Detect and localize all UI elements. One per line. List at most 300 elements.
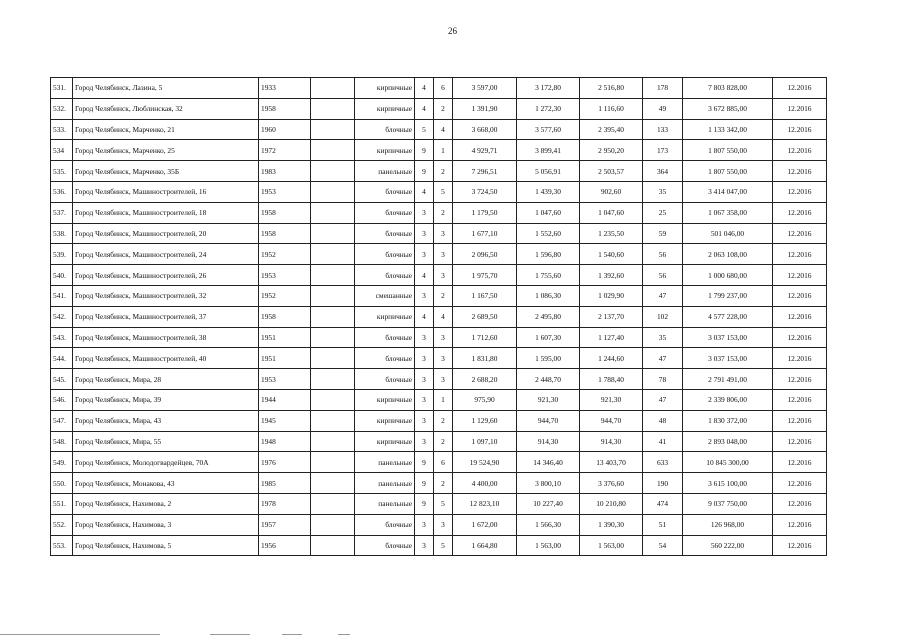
- table-row: [51, 140, 827, 161]
- blank-cell: [311, 410, 355, 431]
- wall-material: кирпичные: [355, 410, 415, 431]
- row-number: 552.: [51, 514, 73, 535]
- wall-material: панельные: [355, 161, 415, 182]
- floors: 3: [415, 514, 434, 535]
- deadline: 12.2016: [773, 535, 827, 556]
- living-area: 1 272,30: [517, 98, 580, 119]
- wall-material: блочные: [355, 514, 415, 535]
- floors: 9: [415, 161, 434, 182]
- wall-material: блочные: [355, 535, 415, 556]
- residents: 35: [643, 181, 683, 202]
- wall-material: кирпичные: [355, 306, 415, 327]
- year-built: 1951: [259, 348, 311, 369]
- wall-material: смешанные: [355, 285, 415, 306]
- residential-area: 1 244,60: [580, 348, 643, 369]
- year-built: 1953: [259, 369, 311, 390]
- residents: 35: [643, 327, 683, 348]
- wall-material: кирпичные: [355, 431, 415, 452]
- residential-area: 1 540,60: [580, 244, 643, 265]
- year-built: 1958: [259, 223, 311, 244]
- footer-rule: [210, 634, 250, 635]
- address: Город Челябинск, Машиностроителей, 18: [73, 202, 259, 223]
- deadline: 12.2016: [773, 452, 827, 473]
- deadline: 12.2016: [773, 161, 827, 182]
- blank-cell: [311, 452, 355, 473]
- year-built: 1960: [259, 119, 311, 140]
- cost: 1 000 680,00: [683, 265, 773, 286]
- address: Город Челябинск, Нахимова, 5: [73, 535, 259, 556]
- entrances: 5: [434, 493, 453, 514]
- residential-area: 1 116,60: [580, 98, 643, 119]
- year-built: 1933: [259, 78, 311, 99]
- residential-area: 3 376,60: [580, 473, 643, 494]
- floors: 9: [415, 493, 434, 514]
- row-number: 544.: [51, 348, 73, 369]
- housing-registry-table: [50, 77, 827, 556]
- deadline: 12.2016: [773, 473, 827, 494]
- row-number: 551.: [51, 493, 73, 514]
- address: Город Челябинск, Машиностроителей, 38: [73, 327, 259, 348]
- row-number: 549.: [51, 452, 73, 473]
- floors: 3: [415, 223, 434, 244]
- table-row: [51, 98, 827, 119]
- blank-cell: [311, 119, 355, 140]
- living-area: 1 552,60: [517, 223, 580, 244]
- total-area: 2 688,20: [453, 369, 517, 390]
- year-built: 1978: [259, 493, 311, 514]
- deadline: 12.2016: [773, 78, 827, 99]
- year-built: 1951: [259, 327, 311, 348]
- residential-area: 1 390,30: [580, 514, 643, 535]
- total-area: 3 597,00: [453, 78, 517, 99]
- total-area: 19 524,90: [453, 452, 517, 473]
- blank-cell: [311, 348, 355, 369]
- table-row: [51, 410, 827, 431]
- residential-area: 2 950,20: [580, 140, 643, 161]
- footer-rule: [0, 634, 160, 635]
- wall-material: блочные: [355, 369, 415, 390]
- floors: 3: [415, 285, 434, 306]
- residents: 474: [643, 493, 683, 514]
- address: Город Челябинск, Машиностроителей, 24: [73, 244, 259, 265]
- total-area: 1 129,60: [453, 410, 517, 431]
- cost: 501 046,00: [683, 223, 773, 244]
- blank-cell: [311, 244, 355, 265]
- blank-cell: [311, 202, 355, 223]
- row-number: 538.: [51, 223, 73, 244]
- residents: 56: [643, 244, 683, 265]
- residential-area: 2 516,80: [580, 78, 643, 99]
- entrances: 3: [434, 244, 453, 265]
- residential-area: 944,70: [580, 410, 643, 431]
- total-area: 12 823,10: [453, 493, 517, 514]
- total-area: 1 167,50: [453, 285, 517, 306]
- residents: 47: [643, 348, 683, 369]
- residential-area: 2 137,70: [580, 306, 643, 327]
- cost: 2 791 491,00: [683, 369, 773, 390]
- wall-material: блочные: [355, 223, 415, 244]
- address: Город Челябинск, Мира, 28: [73, 369, 259, 390]
- address: Город Челябинск, Молодогвардейцев, 70А: [73, 452, 259, 473]
- entrances: 2: [434, 410, 453, 431]
- table-row: [51, 181, 827, 202]
- total-area: 1 391,90: [453, 98, 517, 119]
- cost: 3 037 153,00: [683, 327, 773, 348]
- residents: 173: [643, 140, 683, 161]
- total-area: 1 672,00: [453, 514, 517, 535]
- living-area: 2 448,70: [517, 369, 580, 390]
- entrances: 1: [434, 140, 453, 161]
- residents: 54: [643, 535, 683, 556]
- cost: 1 830 372,00: [683, 410, 773, 431]
- total-area: 3 668,00: [453, 119, 517, 140]
- address: Город Челябинск, Машиностроителей, 37: [73, 306, 259, 327]
- residential-area: 1 788,40: [580, 369, 643, 390]
- residential-area: 1 127,40: [580, 327, 643, 348]
- residents: 41: [643, 431, 683, 452]
- address: Город Челябинск, Машиностроителей, 40: [73, 348, 259, 369]
- entrances: 4: [434, 306, 453, 327]
- cost: 2 339 806,00: [683, 389, 773, 410]
- living-area: 3 577,60: [517, 119, 580, 140]
- year-built: 1957: [259, 514, 311, 535]
- address: Город Челябинск, Мира, 39: [73, 389, 259, 410]
- residents: 190: [643, 473, 683, 494]
- residents: 59: [643, 223, 683, 244]
- address: Город Челябинск, Машиностроителей, 32: [73, 285, 259, 306]
- entrances: 3: [434, 369, 453, 390]
- floors: 5: [415, 119, 434, 140]
- residential-area: 1 029,90: [580, 285, 643, 306]
- table-row: [51, 348, 827, 369]
- table-row: [51, 202, 827, 223]
- living-area: 14 346,40: [517, 452, 580, 473]
- residential-area: 2 395,40: [580, 119, 643, 140]
- blank-cell: [311, 514, 355, 535]
- deadline: 12.2016: [773, 285, 827, 306]
- entrances: 6: [434, 78, 453, 99]
- entrances: 2: [434, 98, 453, 119]
- total-area: 1 179,50: [453, 202, 517, 223]
- floors: 3: [415, 431, 434, 452]
- blank-cell: [311, 327, 355, 348]
- row-number: 553.: [51, 535, 73, 556]
- entrances: 4: [434, 119, 453, 140]
- table-row: [51, 285, 827, 306]
- floors: 4: [415, 181, 434, 202]
- footer-rule: [338, 634, 350, 635]
- cost: 1 807 550,00: [683, 161, 773, 182]
- blank-cell: [311, 493, 355, 514]
- entrances: 3: [434, 223, 453, 244]
- blank-cell: [311, 223, 355, 244]
- year-built: 1953: [259, 181, 311, 202]
- table-row: [51, 119, 827, 140]
- living-area: 3 899,41: [517, 140, 580, 161]
- entrances: 2: [434, 161, 453, 182]
- floors: 3: [415, 202, 434, 223]
- year-built: 1972: [259, 140, 311, 161]
- blank-cell: [311, 161, 355, 182]
- row-number: 533.: [51, 119, 73, 140]
- entrances: 6: [434, 452, 453, 473]
- floors: 9: [415, 473, 434, 494]
- entrances: 5: [434, 181, 453, 202]
- table-row: [51, 389, 827, 410]
- row-number: 535.: [51, 161, 73, 182]
- address: Город Челябинск, Машиностроителей, 26: [73, 265, 259, 286]
- floors: 3: [415, 327, 434, 348]
- total-area: 2 096,50: [453, 244, 517, 265]
- living-area: 1 755,60: [517, 265, 580, 286]
- cost: 3 414 047,00: [683, 181, 773, 202]
- residents: 102: [643, 306, 683, 327]
- address: Город Челябинск, Нахимова, 2: [73, 493, 259, 514]
- cost: 10 845 300,00: [683, 452, 773, 473]
- deadline: 12.2016: [773, 514, 827, 535]
- address: Город Челябинск, Машиностроителей, 16: [73, 181, 259, 202]
- wall-material: блочные: [355, 181, 415, 202]
- residents: 133: [643, 119, 683, 140]
- residential-area: 2 503,57: [580, 161, 643, 182]
- floors: 3: [415, 535, 434, 556]
- table-row: [51, 161, 827, 182]
- total-area: 7 296,51: [453, 161, 517, 182]
- living-area: 2 495,80: [517, 306, 580, 327]
- address: Город Челябинск, Мира, 55: [73, 431, 259, 452]
- residents: 51: [643, 514, 683, 535]
- deadline: 12.2016: [773, 431, 827, 452]
- living-area: 914,30: [517, 431, 580, 452]
- total-area: 1 664,80: [453, 535, 517, 556]
- floors: 3: [415, 244, 434, 265]
- table-row: [51, 369, 827, 390]
- row-number: 532.: [51, 98, 73, 119]
- year-built: 1956: [259, 535, 311, 556]
- year-built: 1948: [259, 431, 311, 452]
- residents: 49: [643, 98, 683, 119]
- residential-area: 10 210,80: [580, 493, 643, 514]
- residential-area: 921,30: [580, 389, 643, 410]
- deadline: 12.2016: [773, 389, 827, 410]
- row-number: 550.: [51, 473, 73, 494]
- living-area: 1 607,30: [517, 327, 580, 348]
- blank-cell: [311, 473, 355, 494]
- cost: 3 615 100,00: [683, 473, 773, 494]
- residential-area: 13 403,70: [580, 452, 643, 473]
- total-area: 4 400,00: [453, 473, 517, 494]
- row-number: 548.: [51, 431, 73, 452]
- address: Город Челябинск, Люблинская, 32: [73, 98, 259, 119]
- living-area: 1 047,60: [517, 202, 580, 223]
- blank-cell: [311, 369, 355, 390]
- year-built: 1985: [259, 473, 311, 494]
- year-built: 1952: [259, 285, 311, 306]
- entrances: 5: [434, 535, 453, 556]
- footer-rule: [282, 634, 302, 635]
- deadline: 12.2016: [773, 98, 827, 119]
- floors: 9: [415, 452, 434, 473]
- deadline: 12.2016: [773, 181, 827, 202]
- living-area: 1 439,30: [517, 181, 580, 202]
- residents: 633: [643, 452, 683, 473]
- cost: 126 968,00: [683, 514, 773, 535]
- table-row: [51, 265, 827, 286]
- living-area: 3 800,10: [517, 473, 580, 494]
- floors: 9: [415, 140, 434, 161]
- living-area: 921,30: [517, 389, 580, 410]
- cost: 2 893 048,00: [683, 431, 773, 452]
- row-number: 531.: [51, 78, 73, 99]
- cost: 2 063 108,00: [683, 244, 773, 265]
- deadline: 12.2016: [773, 140, 827, 161]
- cost: 9 037 750,00: [683, 493, 773, 514]
- address: Город Челябинск, Марченко, 25: [73, 140, 259, 161]
- living-area: 1 595,00: [517, 348, 580, 369]
- year-built: 1945: [259, 410, 311, 431]
- row-number: 534: [51, 140, 73, 161]
- entrances: 3: [434, 265, 453, 286]
- blank-cell: [311, 306, 355, 327]
- address: Город Челябинск, Мира, 43: [73, 410, 259, 431]
- deadline: 12.2016: [773, 265, 827, 286]
- row-number: 541.: [51, 285, 73, 306]
- table-row: [51, 493, 827, 514]
- residents: 56: [643, 265, 683, 286]
- deadline: 12.2016: [773, 410, 827, 431]
- year-built: 1983: [259, 161, 311, 182]
- entrances: 3: [434, 327, 453, 348]
- cost: 3 672 885,00: [683, 98, 773, 119]
- entrances: 2: [434, 202, 453, 223]
- row-number: 545.: [51, 369, 73, 390]
- residents: 47: [643, 389, 683, 410]
- living-area: 1 566,30: [517, 514, 580, 535]
- address: Город Челябинск, Монакова, 43: [73, 473, 259, 494]
- entrances: 3: [434, 514, 453, 535]
- page-number: 26: [448, 26, 457, 36]
- wall-material: панельные: [355, 452, 415, 473]
- deadline: 12.2016: [773, 306, 827, 327]
- wall-material: блочные: [355, 265, 415, 286]
- row-number: 546.: [51, 389, 73, 410]
- deadline: 12.2016: [773, 119, 827, 140]
- cost: 1 799 237,00: [683, 285, 773, 306]
- blank-cell: [311, 431, 355, 452]
- entrances: 3: [434, 348, 453, 369]
- entrances: 2: [434, 285, 453, 306]
- wall-material: блочные: [355, 327, 415, 348]
- year-built: 1976: [259, 452, 311, 473]
- total-area: 1 097,10: [453, 431, 517, 452]
- wall-material: блочные: [355, 244, 415, 265]
- year-built: 1958: [259, 202, 311, 223]
- address: Город Челябинск, Марченко, 21: [73, 119, 259, 140]
- entrances: 2: [434, 473, 453, 494]
- row-number: 539.: [51, 244, 73, 265]
- residents: 25: [643, 202, 683, 223]
- wall-material: кирпичные: [355, 98, 415, 119]
- floors: 4: [415, 265, 434, 286]
- floors: 3: [415, 389, 434, 410]
- cost: 1 067 358,00: [683, 202, 773, 223]
- floors: 3: [415, 369, 434, 390]
- blank-cell: [311, 140, 355, 161]
- deadline: 12.2016: [773, 327, 827, 348]
- residential-area: 914,30: [580, 431, 643, 452]
- cost: 1 807 550,00: [683, 140, 773, 161]
- entrances: 1: [434, 389, 453, 410]
- table-row: [51, 327, 827, 348]
- cost: 1 133 342,00: [683, 119, 773, 140]
- blank-cell: [311, 98, 355, 119]
- living-area: 10 227,40: [517, 493, 580, 514]
- deadline: 12.2016: [773, 348, 827, 369]
- year-built: 1958: [259, 306, 311, 327]
- table-row: [51, 535, 827, 556]
- blank-cell: [311, 78, 355, 99]
- year-built: 1953: [259, 265, 311, 286]
- table-row: [51, 473, 827, 494]
- table-row: [51, 514, 827, 535]
- table-row: [51, 78, 827, 99]
- residential-area: 1 563,00: [580, 535, 643, 556]
- residential-area: 1 235,50: [580, 223, 643, 244]
- deadline: 12.2016: [773, 223, 827, 244]
- total-area: 1 975,70: [453, 265, 517, 286]
- residents: 178: [643, 78, 683, 99]
- living-area: 5 056,91: [517, 161, 580, 182]
- total-area: 975,90: [453, 389, 517, 410]
- row-number: 540.: [51, 265, 73, 286]
- year-built: 1944: [259, 389, 311, 410]
- living-area: 1 563,00: [517, 535, 580, 556]
- total-area: 3 724,50: [453, 181, 517, 202]
- living-area: 944,70: [517, 410, 580, 431]
- wall-material: блочные: [355, 202, 415, 223]
- deadline: 12.2016: [773, 369, 827, 390]
- table-row: [51, 306, 827, 327]
- total-area: 1 677,10: [453, 223, 517, 244]
- residents: 47: [643, 285, 683, 306]
- residential-area: 1 392,60: [580, 265, 643, 286]
- address: Город Челябинск, Машиностроителей, 20: [73, 223, 259, 244]
- row-number: 536.: [51, 181, 73, 202]
- address: Город Челябинск, Лазина, 5: [73, 78, 259, 99]
- blank-cell: [311, 535, 355, 556]
- row-number: 547.: [51, 410, 73, 431]
- residents: 364: [643, 161, 683, 182]
- residential-area: 1 047,60: [580, 202, 643, 223]
- address: Город Челябинск, Нахимова, 3: [73, 514, 259, 535]
- blank-cell: [311, 285, 355, 306]
- wall-material: кирпичные: [355, 78, 415, 99]
- wall-material: панельные: [355, 493, 415, 514]
- living-area: 1 086,30: [517, 285, 580, 306]
- cost: 7 803 828,00: [683, 78, 773, 99]
- residents: 48: [643, 410, 683, 431]
- total-area: 1 831,80: [453, 348, 517, 369]
- table-row: [51, 244, 827, 265]
- floors: 3: [415, 348, 434, 369]
- floors: 4: [415, 98, 434, 119]
- row-number: 542.: [51, 306, 73, 327]
- blank-cell: [311, 181, 355, 202]
- living-area: 3 172,80: [517, 78, 580, 99]
- table-row: [51, 431, 827, 452]
- wall-material: блочные: [355, 119, 415, 140]
- row-number: 543.: [51, 327, 73, 348]
